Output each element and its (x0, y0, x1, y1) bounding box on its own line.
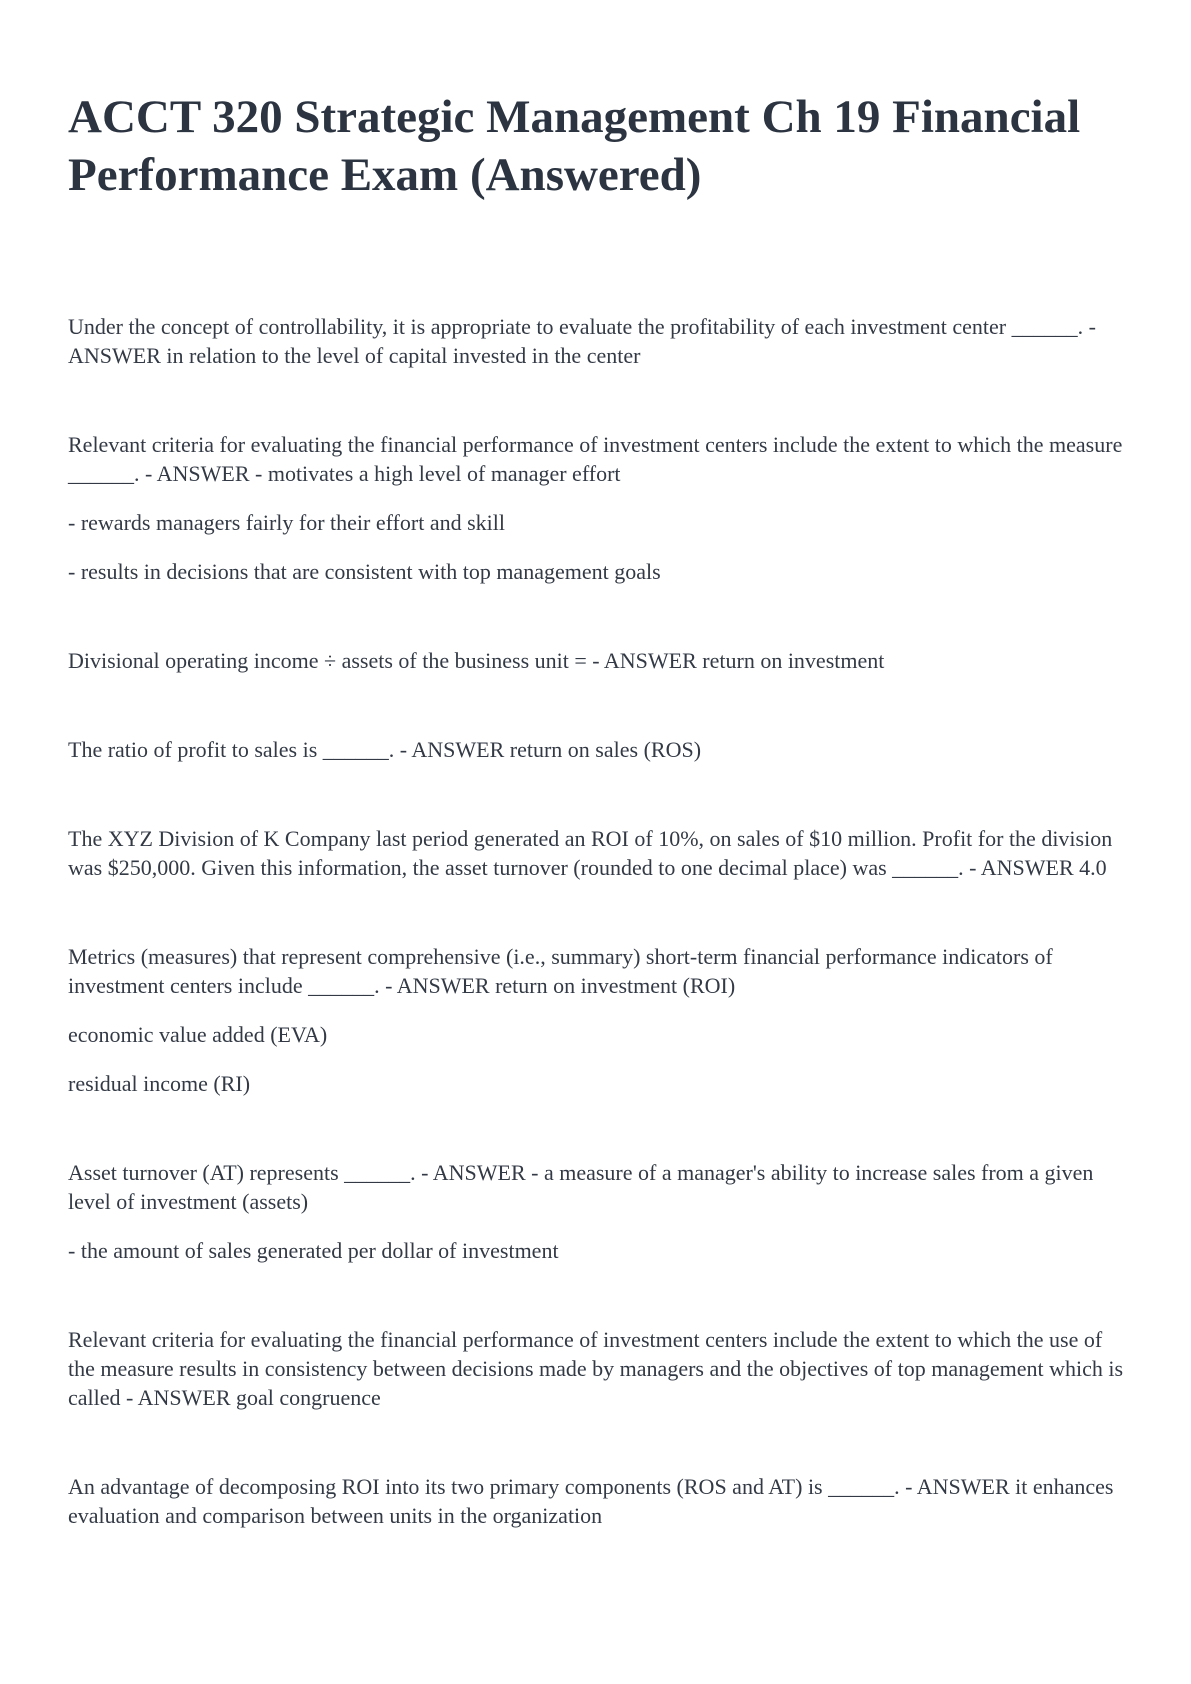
qa-text: Divisional operating income ÷ assets of the business unit = - ANSWER return on investment (68, 648, 885, 673)
qa-text: Relevant criteria for evaluating the financial performance of investment centers include the extent to which the use of the measure results in consistency between decisions made by managers and the objectives of top management which is called - ANSWER goal congruence (68, 1327, 1124, 1410)
qa-text: Asset turnover (AT) represents ______. - ANSWER - a measure of a manager's ability to increase sales from a given level of investment (assets) (68, 1160, 1094, 1214)
qa-answer-line: - results in decisions that are consistent with top management goals (68, 559, 661, 584)
qa-item (68, 646, 1128, 675)
qa-item (68, 1472, 1128, 1530)
qa-text: Relevant criteria for evaluating the financial performance of investment centers include the extent to which the measure ______. - ANSWER - motivates a high level of manager effort (68, 432, 1123, 486)
document-page (68, 88, 1128, 1590)
qa-item (68, 942, 1128, 1098)
document-title: ACCT 320 Strategic Management Ch 19 Financial Performance Exam (Answered) (68, 91, 1081, 201)
qa-text: Under the concept of controllability, it is appropriate to evaluate the profitability of each investment center ______. - ANSWER in relation to the level of capital invested in the center (68, 314, 1096, 368)
qa-item (68, 735, 1128, 764)
qa-answer-line: residual income (RI) (68, 1071, 251, 1096)
qa-item (68, 824, 1128, 882)
qa-answer-line: economic value added (EVA) (68, 1022, 328, 1047)
qa-list (68, 312, 1128, 1530)
qa-text: The XYZ Division of K Company last period generated an ROI of 10%, on sales of $10 million. Profit for the division was $250,000. Given this information, the asset turnover (rounded to one decimal place) was ______. - ANSWER 4.0 (68, 826, 1113, 880)
qa-item (68, 1158, 1128, 1265)
qa-item (68, 430, 1128, 586)
qa-item (68, 1325, 1128, 1412)
qa-text: Metrics (measures) that represent comprehensive (i.e., summary) short-term financial performance indicators of investment centers include ______. - ANSWER return on investment (ROI) (68, 944, 1053, 998)
qa-text: An advantage of decomposing ROI into its two primary components (ROS and AT) is ______. - ANSWER it enhances evaluation and comparison between units in the organization (68, 1474, 1114, 1528)
qa-answer-line: - the amount of sales generated per dollar of investment (68, 1238, 559, 1263)
qa-text: The ratio of profit to sales is ______. - ANSWER return on sales (ROS) (68, 737, 702, 762)
qa-answer-line: - rewards managers fairly for their effort and skill (68, 510, 505, 535)
qa-item (68, 312, 1128, 370)
